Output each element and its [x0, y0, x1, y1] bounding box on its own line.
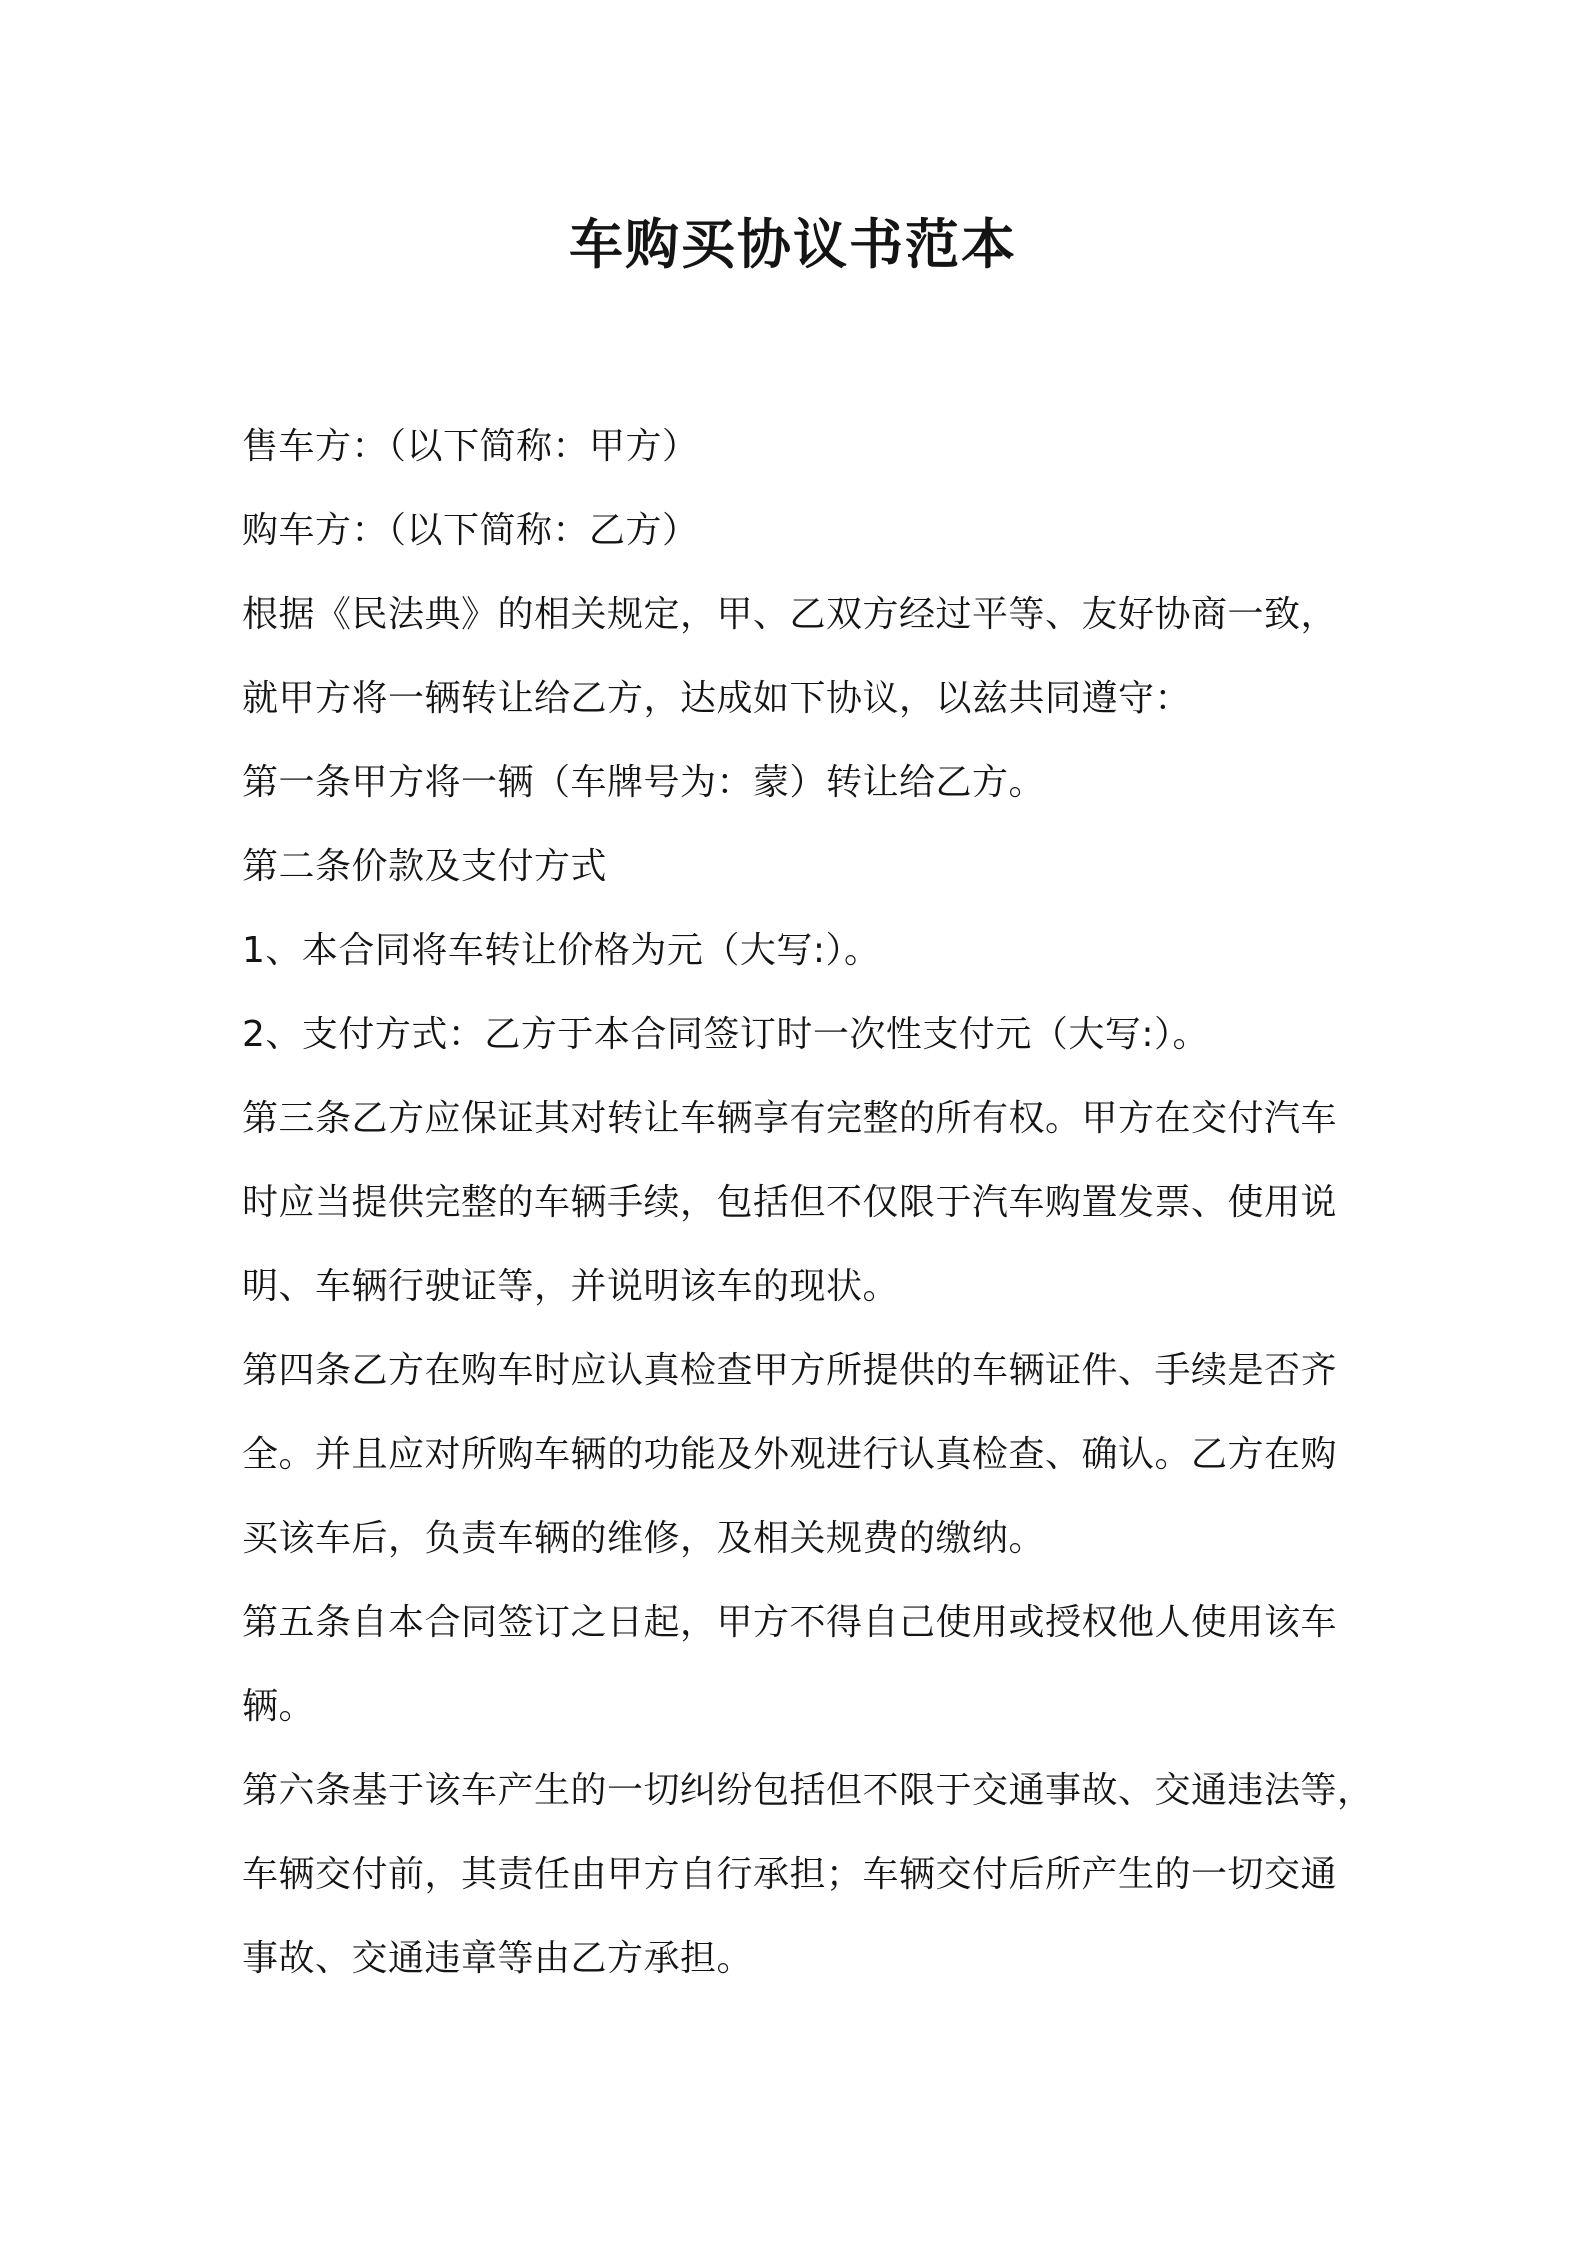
article-4-line-1: 第四条乙方在购车时应认真检查甲方所提供的车辆证件、手续是否齐 [242, 1350, 1338, 1391]
article-4-line-2: 全。并且应对所购车辆的功能及外观进行认真检查、确认。乙方在购 [242, 1434, 1338, 1475]
document-title: 车购买协议书范本 [569, 213, 1017, 276]
article-2-item-2: 2、支付方式：乙方于本合同签订时一次性支付元（大写:）。 [242, 1014, 1210, 1055]
buyer-line: 购车方：（以下简称：乙方） [242, 510, 699, 551]
article-2-heading: 第二条价款及支付方式 [242, 846, 608, 887]
article-4-line-3: 买该车后，负责车辆的维修，及相关规费的缴纳。 [242, 1518, 1046, 1559]
article-5-line-2: 辆。 [242, 1686, 316, 1727]
preamble-line-2: 就甲方将一辆转让给乙方，达成如下协议，以兹共同遵守： [242, 678, 1192, 719]
article-2-item-1: 1、本合同将车转让价格为元（大写:）。 [242, 930, 881, 971]
article-6-line-1: 第六条基于该车产生的一切纠纷包括但不限于交通事故、交通违法等， [242, 1770, 1374, 1811]
article-3-line-1: 第三条乙方应保证其对转让车辆享有完整的所有权。甲方在交付汽车 [242, 1098, 1338, 1139]
article-5-line-1: 第五条自本合同签订之日起，甲方不得自己使用或授权他人使用该车 [242, 1602, 1338, 1643]
article-6-line-2: 车辆交付前，其责任由甲方自行承担；车辆交付后所产生的一切交通 [242, 1854, 1338, 1895]
seller-line: 售车方：（以下简称：甲方） [242, 426, 699, 467]
document-body [242, 405, 1374, 2001]
article-3-line-2: 时应当提供完整的车辆手续，包括但不仅限于汽车购置发票、使用说 [242, 1182, 1338, 1223]
article-1-line: 第一条甲方将一辆（车牌号为：蒙）转让给乙方。 [242, 762, 1046, 803]
preamble-line-1: 根据《民法典》的相关规定，甲、乙双方经过平等、友好协商一致， [242, 594, 1338, 635]
article-6-line-3: 事故、交通违章等由乙方承担。 [242, 1938, 754, 1979]
article-3-line-3: 明、车辆行驶证等，并说明该车的现状。 [242, 1266, 900, 1307]
